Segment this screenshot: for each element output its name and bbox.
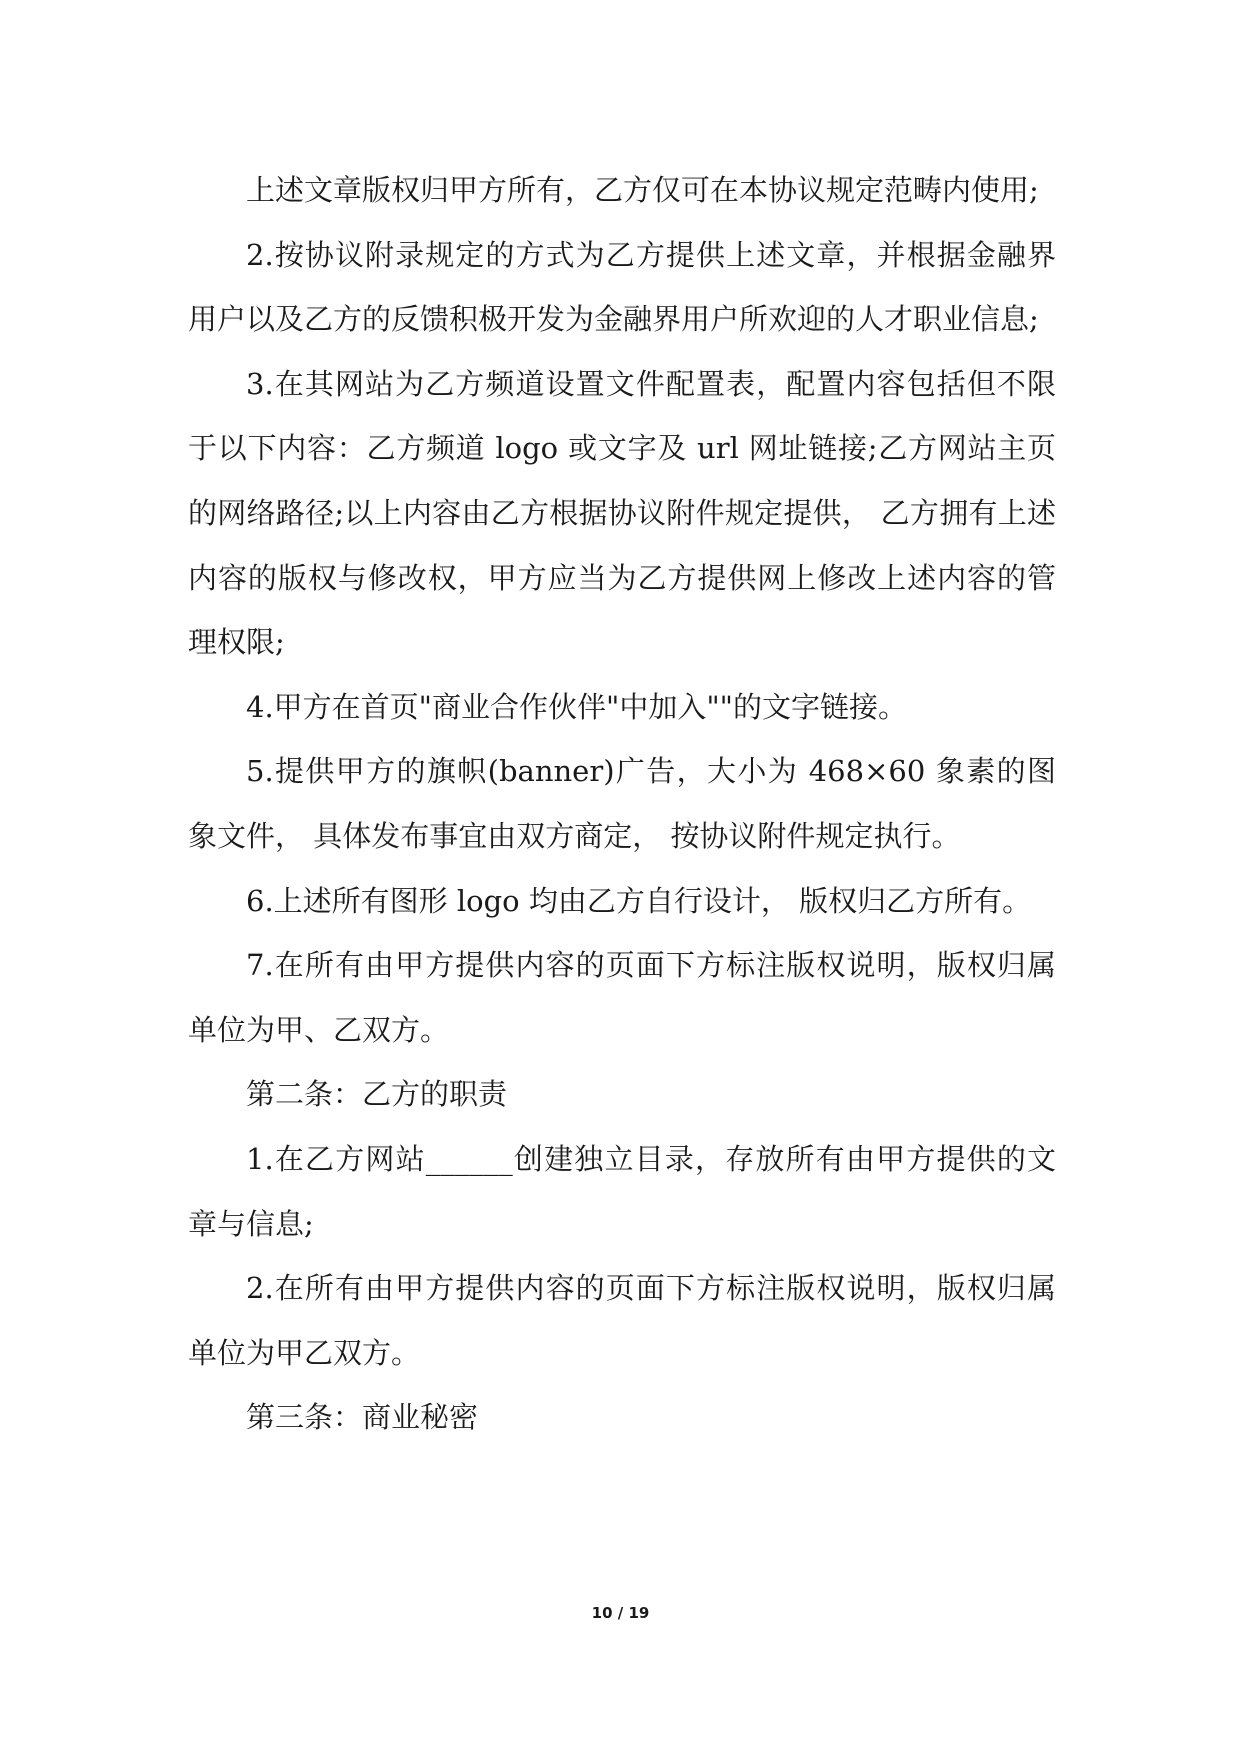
paragraph-clause-6: 6.上述所有图形 logo 均由乙方自行设计， 版权归乙方所有。 [246, 883, 1032, 918]
page-number: 10 / 19 [591, 1604, 650, 1622]
paragraph-party-b-clause-2: 2.在所有由甲方提供内容的页面下方标注版权说明，版权归属单位为甲乙双方。 [188, 1271, 1056, 1370]
paragraph-clause-4: 4.甲方在首页"商业合作伙伴"中加入""的文字链接。 [246, 689, 908, 724]
paragraph-clause-7: 7.在所有由甲方提供内容的页面下方标注版权说明，版权归属单位为甲、乙双方。 [188, 948, 1056, 1047]
section-heading-article-3: 第三条：商业秘密 [246, 1400, 479, 1435]
paragraph-clause-3: 3.在其网站为乙方频道设置文件配置表，配置内容包括但不限于以下内容：乙方频道 logo 或文字及 url 网址链接;乙方网站主页的网络路径;以上内容由乙方根据协议附件规定提供， 乙方拥有上述内容的版权与修改权，甲方应当为乙方提供网上修改上述内容的管理权限; [188, 366, 1056, 660]
paragraph-copyright-ownership: 上述文章版权归甲方所有，乙方仅可在本协议规定范畴内使用; [246, 173, 1039, 207]
paragraph-party-b-clause-1: 1.在乙方网站______创建独立目录，存放所有由甲方提供的文章与信息; [188, 1141, 1056, 1241]
paragraph-clause-2: 2.按协议附录规定的方式为乙方提供上述文章，并根据金融界用户以及乙方的反馈积极开发为金融界用户所欢迎的人才职业信息; [188, 237, 1056, 337]
document-body [188, 158, 1056, 1450]
section-heading-article-2: 第二条：乙方的职责 [246, 1077, 508, 1112]
paragraph-clause-5: 5.提供甲方的旗帜(banner)广告，大小为 468×60 象素的图象文件， 具体发布事宜由双方商定， 按协议附件规定执行。 [188, 754, 1056, 853]
